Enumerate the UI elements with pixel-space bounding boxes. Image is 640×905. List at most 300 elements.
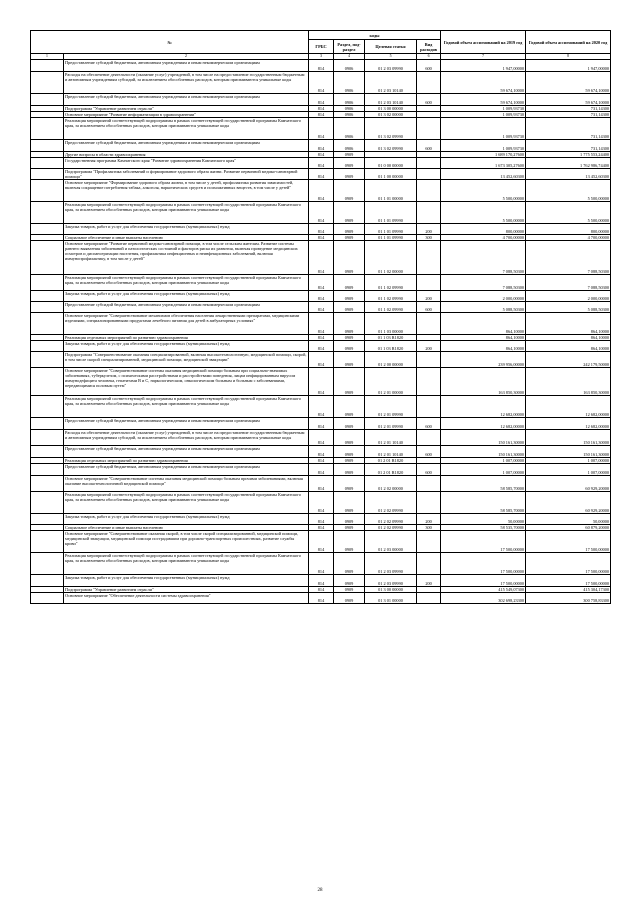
cell-grbs: 814 bbox=[309, 158, 334, 169]
cell-target: 01 2 01 R1820 bbox=[365, 458, 417, 464]
cell-num bbox=[31, 464, 64, 476]
cell-num bbox=[31, 514, 64, 525]
cell-2020: 864,10000 bbox=[526, 313, 611, 335]
cell-2020: 17 500,00000 bbox=[526, 553, 611, 575]
cell-2019: 5 500,00000 bbox=[441, 180, 526, 202]
table-row bbox=[31, 180, 611, 202]
cell-name: Закупка товаров, работ и услуг для обеспечения государственных (муниципальных) нужд bbox=[64, 224, 309, 235]
cell-num bbox=[31, 368, 64, 396]
cell-2019: 864,10000 bbox=[441, 335, 526, 341]
cell-2020: 50,00000 bbox=[526, 514, 611, 525]
cell-exptype: 600 bbox=[417, 60, 441, 72]
cell-grbs: 814 bbox=[309, 341, 334, 352]
cell-target: 01 2 03 09990 bbox=[365, 575, 417, 587]
cell-target: 01 3 02 09990 bbox=[365, 118, 417, 140]
cell-2019: 302 698,23300 bbox=[441, 593, 526, 604]
cell-2020: 1 007,00000 bbox=[526, 458, 611, 464]
cell-target: 01 1 02 09990 bbox=[365, 275, 417, 291]
cell-exptype bbox=[417, 396, 441, 418]
cell-grbs: 814 bbox=[309, 446, 334, 458]
budget-table bbox=[30, 30, 611, 604]
cell-2020: 163 850,30000 bbox=[526, 368, 611, 396]
cell-2019: 58 585,70000 bbox=[441, 492, 526, 514]
cell-target: 01 1 02 09990 bbox=[365, 302, 417, 313]
cell-section: 0906 bbox=[334, 106, 365, 112]
cell-target: 01 1 01 09990 bbox=[365, 202, 417, 224]
cell-section: 0909 bbox=[334, 446, 365, 458]
cell-2019: 17 500,00000 bbox=[441, 575, 526, 587]
cell-2020: 13 452,60300 bbox=[526, 169, 611, 180]
cell-grbs: 814 bbox=[309, 458, 334, 464]
cell-grbs: 814 bbox=[309, 202, 334, 224]
cell-exptype: 200 bbox=[417, 291, 441, 302]
cell-target: 01 2 01 00000 bbox=[365, 368, 417, 396]
cell-name: Реализация мероприятий соответствующей подпрограммы в рамках соответствующей государственной программы Камчатского края, за исключением обособленных расходов, которым присваиваются уникальные коды bbox=[64, 553, 309, 575]
cell-target: 01 3 00 00000 bbox=[365, 106, 417, 112]
cell-2019: 163 850,30000 bbox=[441, 368, 526, 396]
cell-exptype: 600 bbox=[417, 302, 441, 313]
cell-section: 0909 bbox=[334, 235, 365, 241]
cell-2019: 800,00000 bbox=[441, 224, 526, 235]
cell-grbs: 814 bbox=[309, 169, 334, 180]
cell-2019: 5 500,00000 bbox=[441, 202, 526, 224]
cell-grbs: 814 bbox=[309, 396, 334, 418]
cell-num bbox=[31, 241, 64, 275]
table-row bbox=[31, 593, 611, 604]
cell-grbs: 814 bbox=[309, 368, 334, 396]
cell-name: Основное мероприятие "Совершенствование системы оказания медицинской помощи больным при социально-значимых заболеваниях, туберкулезом, с психическими расстройствами и расстройствами поведения, лицам инфицированным вирусом иммунодефицита человека, гепатитами B и C, наркологическим, онкологическим больным и больным с заболеваниями, передающимися половым путем" bbox=[64, 368, 309, 396]
cell-name: Основное мероприятие "Совершенствование системы оказания медицинской помощи больным прочими заболеваниями, включая оказание высокотехнологичной медицинской помощи" bbox=[64, 476, 309, 492]
table-row bbox=[31, 531, 611, 553]
table-row bbox=[31, 575, 611, 587]
header-target: Целевая статья bbox=[365, 40, 417, 54]
cell-exptype: 200 bbox=[417, 575, 441, 587]
cell-exptype bbox=[417, 275, 441, 291]
cell-name: Предоставление субсидий бюджетным, автономным учреждениям и иным некоммерческим организациям bbox=[64, 94, 309, 106]
header-section: Раздел, под-раздел bbox=[334, 40, 365, 54]
cell-section: 0909 bbox=[334, 553, 365, 575]
table-row bbox=[31, 352, 611, 368]
cell-grbs: 814 bbox=[309, 152, 334, 158]
cell-target: 01 2 03 10140 bbox=[365, 94, 417, 106]
cell-2020: 59 674,10000 bbox=[526, 94, 611, 106]
cell-section: 0909 bbox=[334, 464, 365, 476]
cell-2020: 5 500,00000 bbox=[526, 202, 611, 224]
cell-target: 01 2 02 09990 bbox=[365, 514, 417, 525]
cell-num bbox=[31, 430, 64, 446]
table-row bbox=[31, 476, 611, 492]
table-row bbox=[31, 313, 611, 335]
cell-target: 01 1 01 09990 bbox=[365, 224, 417, 235]
cell-num bbox=[31, 94, 64, 106]
cell-name: Основное мероприятие "Обеспечение деятельности системы здравоохранения" bbox=[64, 593, 309, 604]
cell-target: 01 2 02 09990 bbox=[365, 492, 417, 514]
cell-grbs: 814 bbox=[309, 60, 334, 72]
cell-2020: 1 007,00000 bbox=[526, 464, 611, 476]
column-number: 1 bbox=[31, 54, 64, 60]
cell-target: 01 2 03 10140 bbox=[365, 72, 417, 94]
cell-section: 0909 bbox=[334, 368, 365, 396]
cell-exptype bbox=[417, 118, 441, 140]
cell-num bbox=[31, 224, 64, 235]
cell-grbs: 814 bbox=[309, 275, 334, 291]
cell-grbs: 814 bbox=[309, 118, 334, 140]
cell-2019: 1 009,93730 bbox=[441, 106, 526, 112]
cell-2019: 5 088,50300 bbox=[441, 302, 526, 313]
table-row bbox=[31, 72, 611, 94]
table-row bbox=[31, 291, 611, 302]
cell-target: 01 3 02 00000 bbox=[365, 112, 417, 118]
cell-2019: 1 947,00000 bbox=[441, 60, 526, 72]
cell-section: 0909 bbox=[334, 202, 365, 224]
cell-2019: 12 682,00000 bbox=[441, 418, 526, 430]
cell-section: 0909 bbox=[334, 291, 365, 302]
cell-exptype bbox=[417, 593, 441, 604]
table-row bbox=[31, 152, 611, 158]
cell-grbs: 814 bbox=[309, 302, 334, 313]
cell-num bbox=[31, 476, 64, 492]
header-2019: Годовой объем ассигнований на 2019 год bbox=[441, 31, 526, 54]
cell-name: Реализация мероприятий соответствующей подпрограммы в рамках соответствующей государственной программы Камчатского края, за исключением обособленных расходов, которым присваиваются уникальные коды bbox=[64, 275, 309, 291]
cell-target: 01 1 03 00000 bbox=[365, 313, 417, 335]
cell-exptype bbox=[417, 180, 441, 202]
header-exptype: Вид расходов bbox=[417, 40, 441, 54]
cell-name: Предоставление субсидий бюджетным, автономным учреждениям и иным некоммерческим организациям bbox=[64, 446, 309, 458]
cell-2019: 58 585,70000 bbox=[441, 476, 526, 492]
table-row bbox=[31, 514, 611, 525]
cell-grbs: 814 bbox=[309, 587, 334, 593]
cell-section: 0909 bbox=[334, 593, 365, 604]
cell-name: Расходы на обеспечение деятельности (оказание услуг) учреждений, в том числе на предоставление государственным бюджетным и автономным учреждениям субсидий, за исключением обособленных расходов, которым присваиваются уникальные коды bbox=[64, 72, 309, 94]
cell-num bbox=[31, 169, 64, 180]
table-row bbox=[31, 275, 611, 291]
cell-name: Другие вопросы в области здравоохранения bbox=[64, 152, 309, 158]
header-codes: коды bbox=[309, 31, 441, 40]
cell-target: 01 0 00 00000 bbox=[365, 158, 417, 169]
cell-2019: 59 674,10000 bbox=[441, 72, 526, 94]
cell-2019: 864,10000 bbox=[441, 341, 526, 352]
table-row bbox=[31, 396, 611, 418]
cell-2020: 60 929,20000 bbox=[526, 492, 611, 514]
table-row bbox=[31, 418, 611, 430]
cell-target: 01 2 01 R1820 bbox=[365, 464, 417, 476]
table-row bbox=[31, 587, 611, 593]
cell-section: 0909 bbox=[334, 396, 365, 418]
cell-num bbox=[31, 118, 64, 140]
cell-section: 0909 bbox=[334, 302, 365, 313]
cell-2019: 1 673 305,27600 bbox=[441, 158, 526, 169]
table-row bbox=[31, 458, 611, 464]
cell-grbs: 814 bbox=[309, 72, 334, 94]
cell-exptype bbox=[417, 169, 441, 180]
cell-grbs: 814 bbox=[309, 525, 334, 531]
table-row bbox=[31, 553, 611, 575]
table-row bbox=[31, 140, 611, 152]
cell-grbs: 814 bbox=[309, 593, 334, 604]
cell-num bbox=[31, 553, 64, 575]
table-row bbox=[31, 492, 611, 514]
cell-2019: 1 009,93730 bbox=[441, 112, 526, 118]
cell-2020: 7 088,50300 bbox=[526, 275, 611, 291]
cell-num bbox=[31, 418, 64, 430]
cell-target: 01 1 02 09990 bbox=[365, 291, 417, 302]
cell-2019: 17 500,00000 bbox=[441, 553, 526, 575]
cell-exptype: 600 bbox=[417, 464, 441, 476]
cell-num bbox=[31, 140, 64, 152]
table-row bbox=[31, 202, 611, 224]
cell-section: 0909 bbox=[334, 418, 365, 430]
cell-grbs: 814 bbox=[309, 464, 334, 476]
cell-grbs: 814 bbox=[309, 430, 334, 446]
cell-num bbox=[31, 60, 64, 72]
cell-2019: 239 956,00000 bbox=[441, 352, 526, 368]
column-number: 3 bbox=[309, 54, 334, 60]
cell-grbs: 814 bbox=[309, 418, 334, 430]
cell-exptype bbox=[417, 313, 441, 335]
table-row bbox=[31, 94, 611, 106]
cell-section: 0909 bbox=[334, 525, 365, 531]
cell-grbs: 814 bbox=[309, 224, 334, 235]
cell-name: Реализация мероприятий соответствующей подпрограммы в рамках соответствующей государственной программы Камчатского края, за исключением обособленных расходов, которым присваиваются уникальные коды bbox=[64, 202, 309, 224]
cell-section: 0909 bbox=[334, 313, 365, 335]
cell-grbs: 814 bbox=[309, 492, 334, 514]
cell-section: 0909 bbox=[334, 275, 365, 291]
cell-name: Закупка товаров, работ и услуг для обеспечения государственных (муниципальных) нужд bbox=[64, 514, 309, 525]
column-number: 6 bbox=[417, 54, 441, 60]
table-row bbox=[31, 368, 611, 396]
cell-2020: 5 088,50300 bbox=[526, 302, 611, 313]
cell-section: 0909 bbox=[334, 352, 365, 368]
cell-name: Предоставление субсидий бюджетным, автономным учреждениям и иным некоммерческим организациям bbox=[64, 60, 309, 72]
cell-name: Предоставление субсидий бюджетным, автономным учреждениям и иным некоммерческим организациям bbox=[64, 464, 309, 476]
cell-name: Предоставление субсидий бюджетным, автономным учреждениям и иным некоммерческим организациям bbox=[64, 302, 309, 313]
table-row bbox=[31, 112, 611, 118]
cell-name: Закупка товаров, работ и услуг для обеспечения государственных (муниципальных) нужд bbox=[64, 341, 309, 352]
cell-2020: 731,14300 bbox=[526, 140, 611, 152]
table-row bbox=[31, 158, 611, 169]
cell-grbs: 814 bbox=[309, 112, 334, 118]
column-number: 5 bbox=[365, 54, 417, 60]
cell-name: Основное мероприятие "Совершенствование оказания скорой, в том числе скорой специализированной, медицинской помощи, медицинской эвакуации, медицинской помощи пострадавшим при дорожно-транспортных происшествиях, развитие службы крови" bbox=[64, 531, 309, 553]
cell-grbs: 814 bbox=[309, 514, 334, 525]
cell-2019: 864,10000 bbox=[441, 313, 526, 335]
table-body bbox=[31, 60, 611, 604]
cell-name: Закупка товаров, работ и услуг для обеспечения государственных (муниципальных) нужд bbox=[64, 575, 309, 587]
cell-2020: 12 682,00000 bbox=[526, 418, 611, 430]
cell-num bbox=[31, 531, 64, 553]
cell-2020: 415 304,17300 bbox=[526, 587, 611, 593]
cell-exptype bbox=[417, 241, 441, 275]
cell-name: Закупка товаров, работ и услуг для обеспечения государственных (муниципальных) нужд bbox=[64, 291, 309, 302]
cell-name: Реализация мероприятий соответствующей подпрограммы в рамках соответствующей государственной программы Камчатского края, за исключением обособленных расходов, которым присваиваются уникальные коды bbox=[64, 118, 309, 140]
cell-exptype: 200 bbox=[417, 224, 441, 235]
cell-section: 0909 bbox=[334, 575, 365, 587]
cell-num bbox=[31, 158, 64, 169]
cell-grbs: 814 bbox=[309, 94, 334, 106]
cell-target: 01 1 00 00000 bbox=[365, 169, 417, 180]
cell-exptype: 200 bbox=[417, 341, 441, 352]
cell-2020: 17 500,00000 bbox=[526, 575, 611, 587]
cell-name: Реализация мероприятий соответствующей подпрограммы в рамках соответствующей государственной программы Камчатского края, за исключением обособленных расходов, которым присваиваются уникальные коды bbox=[64, 396, 309, 418]
cell-grbs: 814 bbox=[309, 106, 334, 112]
table-row bbox=[31, 446, 611, 458]
cell-section: 0909 bbox=[334, 458, 365, 464]
header-grbs: ГРБС bbox=[309, 40, 334, 54]
cell-2019: 12 682,00000 bbox=[441, 396, 526, 418]
cell-target: 01 3 01 00000 bbox=[365, 593, 417, 604]
cell-2019: 150 161,30000 bbox=[441, 430, 526, 446]
cell-grbs: 814 bbox=[309, 531, 334, 553]
cell-target: 01 3 02 09990 bbox=[365, 140, 417, 152]
cell-target: 01 2 02 09990 bbox=[365, 525, 417, 531]
cell-2019: 150 161,30000 bbox=[441, 446, 526, 458]
cell-2020: 1 947,00000 bbox=[526, 60, 611, 72]
cell-2019: 1 007,00000 bbox=[441, 464, 526, 476]
cell-2020: 59 674,10000 bbox=[526, 72, 611, 94]
cell-section: 0909 bbox=[334, 476, 365, 492]
cell-exptype bbox=[417, 492, 441, 514]
cell-num bbox=[31, 341, 64, 352]
cell-grbs: 814 bbox=[309, 241, 334, 275]
cell-name: Подпрограмма "Совершенствование оказания специализированной, включая высокотехнологичную, медицинской помощи, скорой, в том числе скорой специализированной, медицинской помощи, медицинской эвакуации" bbox=[64, 352, 309, 368]
cell-num bbox=[31, 352, 64, 368]
cell-2020: 864,10000 bbox=[526, 335, 611, 341]
cell-2019: 17 500,00000 bbox=[441, 531, 526, 553]
cell-2020: 864,10000 bbox=[526, 341, 611, 352]
cell-2020: 300 758,83300 bbox=[526, 593, 611, 604]
cell-section: 0909 bbox=[334, 430, 365, 446]
cell-name: Основное мероприятие "Совершенствование механизмов обеспечения населения лекарственными препаратами, медицинскими изделиями, специализированными продуктами лечебного питания для детей в амбулаторных условиях" bbox=[64, 313, 309, 335]
table-row bbox=[31, 430, 611, 446]
cell-2020: 60 929,20000 bbox=[526, 476, 611, 492]
cell-2019: 1 009,93730 bbox=[441, 140, 526, 152]
cell-num bbox=[31, 313, 64, 335]
cell-exptype bbox=[417, 476, 441, 492]
cell-2020: 150 161,30000 bbox=[526, 446, 611, 458]
cell-num bbox=[31, 180, 64, 202]
cell-section: 0906 bbox=[334, 140, 365, 152]
cell-target: 01 3 00 00000 bbox=[365, 587, 417, 593]
cell-num bbox=[31, 291, 64, 302]
cell-exptype bbox=[417, 531, 441, 553]
cell-section: 0906 bbox=[334, 60, 365, 72]
column-number: 2 bbox=[64, 54, 309, 60]
header-2020: Годовой объем ассигнований на 2020 год bbox=[526, 31, 611, 54]
cell-name: Основное мероприятие "Развитие информатизации в здравоохранении" bbox=[64, 112, 309, 118]
cell-grbs: 814 bbox=[309, 140, 334, 152]
cell-exptype: 300 bbox=[417, 235, 441, 241]
table-row bbox=[31, 335, 611, 341]
cell-section: 0909 bbox=[334, 335, 365, 341]
cell-name: Подпрограмма "Профилактика заболеваний и формирование здорового образа жизни. Развитие первичной медико-санитарной помощи" bbox=[64, 169, 309, 180]
cell-name: Предоставление субсидий бюджетным, автономным учреждениям и иным некоммерческим организациям bbox=[64, 140, 309, 152]
cell-exptype bbox=[417, 72, 441, 94]
cell-grbs: 814 bbox=[309, 291, 334, 302]
cell-num bbox=[31, 492, 64, 514]
cell-num bbox=[31, 396, 64, 418]
cell-2020: 1 775 553,24400 bbox=[526, 152, 611, 158]
cell-2019: 7 088,50300 bbox=[441, 241, 526, 275]
cell-exptype: 200 bbox=[417, 514, 441, 525]
cell-exptype bbox=[417, 352, 441, 368]
table-row bbox=[31, 241, 611, 275]
cell-2019: 2 000,00000 bbox=[441, 291, 526, 302]
cell-num bbox=[31, 72, 64, 94]
cell-grbs: 814 bbox=[309, 476, 334, 492]
cell-target: 01 1 03 R1820 bbox=[365, 341, 417, 352]
cell-section: 0909 bbox=[334, 152, 365, 158]
table-row bbox=[31, 464, 611, 476]
cell-grbs: 814 bbox=[309, 335, 334, 341]
column-number: 4 bbox=[334, 54, 365, 60]
cell-target: 01 2 03 09990 bbox=[365, 553, 417, 575]
cell-2019: 59 674,10000 bbox=[441, 94, 526, 106]
cell-section: 0909 bbox=[334, 169, 365, 180]
cell-target: 01 2 01 09990 bbox=[365, 396, 417, 418]
cell-2020: 7 088,50300 bbox=[526, 241, 611, 275]
cell-exptype: 600 bbox=[417, 94, 441, 106]
cell-target: 01 1 01 00000 bbox=[365, 180, 417, 202]
cell-2020: 12 682,00000 bbox=[526, 396, 611, 418]
cell-num bbox=[31, 446, 64, 458]
cell-name: Реализация отдельных мероприятий по развитию здравоохранения bbox=[64, 335, 309, 341]
table-row bbox=[31, 60, 611, 72]
cell-section: 0909 bbox=[334, 341, 365, 352]
cell-section: 0909 bbox=[334, 241, 365, 275]
cell-2019: 7 088,50300 bbox=[441, 275, 526, 291]
table-row bbox=[31, 106, 611, 112]
cell-exptype: 600 bbox=[417, 140, 441, 152]
cell-name: Реализация мероприятий соответствующей подпрограммы в рамках соответствующей государственной программы Камчатского края, за исключением обособленных расходов, которым присваиваются уникальные коды bbox=[64, 492, 309, 514]
cell-2020: 800,00000 bbox=[526, 224, 611, 235]
cell-grbs: 814 bbox=[309, 235, 334, 241]
cell-2019: 13 452,60300 bbox=[441, 169, 526, 180]
table-row bbox=[31, 341, 611, 352]
cell-2019: 58 535,70000 bbox=[441, 525, 526, 531]
cell-target: 01 2 01 10140 bbox=[365, 430, 417, 446]
cell-target: 01 1 02 00000 bbox=[365, 241, 417, 275]
cell-num bbox=[31, 593, 64, 604]
cell-section: 0909 bbox=[334, 224, 365, 235]
cell-2020: 242 179,50000 bbox=[526, 352, 611, 368]
cell-grbs: 814 bbox=[309, 313, 334, 335]
cell-section: 0909 bbox=[334, 531, 365, 553]
cell-2020: 731,14300 bbox=[526, 106, 611, 112]
cell-2020: 731,14300 bbox=[526, 112, 611, 118]
cell-section: 0909 bbox=[334, 514, 365, 525]
table-row bbox=[31, 525, 611, 531]
table-row bbox=[31, 302, 611, 313]
cell-exptype bbox=[417, 202, 441, 224]
header-num: № bbox=[31, 31, 309, 54]
page-number: 28 bbox=[317, 888, 323, 893]
table-row bbox=[31, 169, 611, 180]
cell-2019: 4 700,00000 bbox=[441, 235, 526, 241]
cell-2019: 1 689 170,27600 bbox=[441, 152, 526, 158]
cell-name: Государственная программа Камчатского края "Развитие здравоохранения Камчатского края" bbox=[64, 158, 309, 169]
cell-num bbox=[31, 575, 64, 587]
cell-grbs: 814 bbox=[309, 180, 334, 202]
cell-target: 01 1 01 09990 bbox=[365, 235, 417, 241]
cell-num bbox=[31, 202, 64, 224]
cell-target: 01 1 03 R1820 bbox=[365, 335, 417, 341]
cell-num bbox=[31, 302, 64, 313]
cell-section: 0906 bbox=[334, 118, 365, 140]
cell-exptype bbox=[417, 158, 441, 169]
cell-section: 0909 bbox=[334, 180, 365, 202]
cell-grbs: 814 bbox=[309, 352, 334, 368]
cell-target: 01 2 01 09990 bbox=[365, 418, 417, 430]
